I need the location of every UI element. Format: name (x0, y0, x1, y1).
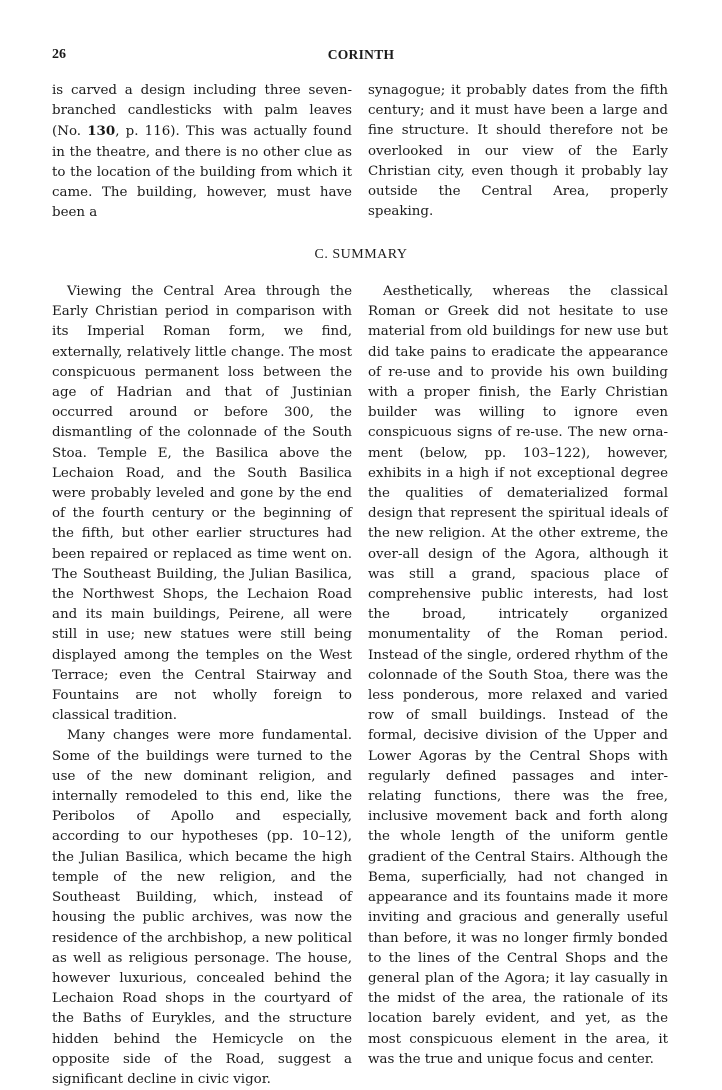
summary-paragraph: Viewing the Central Area through the Early Christian period in comparison with its Imperial Roman form, we find, externally, relatively little change. The most conspicuous permanent loss between the age of Hadrian and that of Justinian occurred around or before 300, the dismantling of the colonnade of the South Stoa. Temple E, the Basilica above the Lechaion Road, and the South Basilica were probably leveled and gone by the end of the fourth century or the beginning of the fifth, but other earlier structures had been repaired or replaced as time went on. The Southeast Building, the Julian Basilica, the Northwest Shops, the Lechaion Road and its main buildings, Peirene, all were still in use; new statues were still being displayed among the temples on the West Terrace; even the Central Stairway and Fountains are not wholly foreign to classical tradition. (52, 284, 352, 724)
top-left-paragraph (52, 81, 352, 223)
catalog-number: 130 (87, 123, 116, 140)
top-right-column (368, 81, 668, 222)
page-number: 26 (52, 47, 66, 62)
summary-left-column (52, 282, 352, 1090)
section-heading: C. SUMMARY (314, 247, 408, 262)
summary-paragraph: Aesthetically, whereas the classical Roman or Greek did not hesitate to use material from old buildings for new use but did take pains to eradicate the appearance of re-use and to provide his own building with a proper finish, the Early Christian builder was willing to ignore even conspicuous signs of re-use. The new ornament (below, pp. 103–122), however, exhibits in a high if not exceptional degree the qualities of dematerialized formal design that represent the spiritual ideals of the new religion. At the other extreme, the over-all design of the Agora, although it was still a grand, spacious place of comprehensive public interests, had lost the broad, intricately organized monumentality of the Roman period. Instead of the single, ordered rhythm of the colonnade of the South Stoa, there was the less ponderous, more relaxed and varied row of small buildings. Instead of the formal, decisive division of the Upper and Lower Agoras by the Central Shops with regularly defined passages and inter-relating functions, there was the free, inclusive movement back and forth along the whole length of the uniform gentle gradient of the Central Stairs. Although the Bema, superficially, had not changed in appearance and its fountains made it more inviting and gracious and generally useful than before, it was no longer firmly bonded to the lines of the Central Shops and the general plan of the Agora; it lay casually in the midst of the area, the rationale of its location barely evident, and yet, as the most conspicuous element in the area, it was the true and unique focus and center. (368, 284, 668, 1067)
top-right-paragraph: synagogue; it probably dates from the fifth century; and it must have been a large and fine structure. It should therefore not be overlooked in our view of the Early Christian city, even though it probably lay outside the Central Area, properly speaking. (368, 83, 668, 220)
top-left-column (52, 81, 352, 223)
running-head: CORINTH (327, 47, 395, 62)
top-left-text-start: is carved a design including three seven-branched candlesticks with palm leaves (No. (52, 83, 352, 140)
summary-right-column (368, 282, 668, 1070)
summary-paragraph: Many changes were more fundamental. Some of the buildings were turned to the use of the new dominant religion, and internally remodeled to this end, like the Peribolos of Apollo and especially, according to our hypotheses (pp. 10–12), the Julian Basilica, which became the high temple of the new religion, and the Southeast Building, which, instead of housing the public archives, was now the residence of the archbishop, a new political as well as religious personage. The house, however luxurious, concealed behind the Lechaion Road shops in the courtyard of the Baths of Eurykles, and the structure hidden behind the Hemicycle on the opposite side of the Road, suggest a significant decline in civic vigor. (52, 728, 352, 1087)
top-left-text-end: , p. 116). This was actually found in the theatre, and there is no other clue as to the location of the building from which it came. The building, however, must have been a (52, 124, 352, 221)
